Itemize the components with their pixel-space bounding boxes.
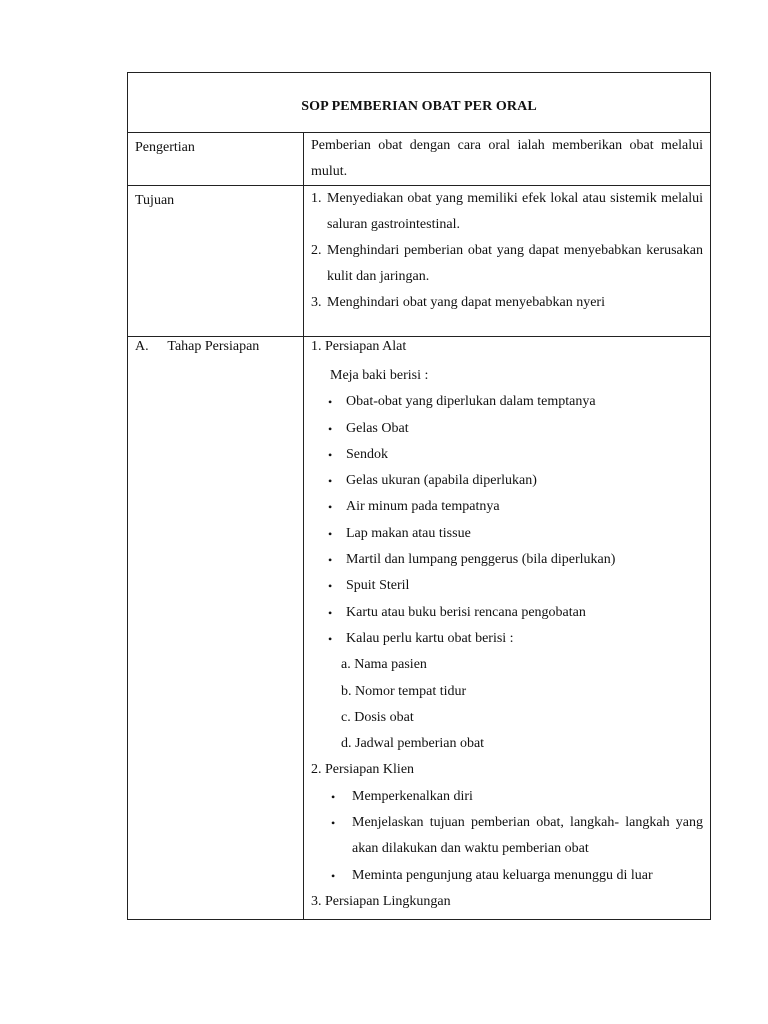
list-item: • Memperkenalkan diri [331,784,703,810]
bullet-dot-icon: • [328,553,333,568]
bullet-dot-icon: • [328,447,333,462]
pengertian-text: Pemberian obat dengan cara oral ialah memberikan obat melalui mulut. [311,138,703,179]
bullet-dot-icon: • [328,526,333,541]
persiapan-alat-heading: 1. Persiapan Alat [311,339,407,354]
kartu-obat-list [311,652,703,757]
tujuan-item [311,186,703,238]
tujuan-list [304,186,710,336]
persiapan-row [128,337,711,920]
list-item: • Air minum pada tempatnya [328,494,703,520]
list-item: • Martil dan lumpang penggerus (bila diperlukan) [328,547,703,573]
list-item: • Meminta pengunjung atau keluarga menunggu di luar [331,863,703,889]
persiapan-klien-heading: 2. Persiapan Klien [311,762,415,778]
list-item: • Menjelaskan tujuan pemberian obat, langkah- langkah yang akan dilakukan dan waktu pemberian obat [331,810,703,863]
document-title: SOP PEMBERIAN OBAT PER ORAL [301,98,537,114]
list-item: • Gelas ukuran (apabila diperlukan) [328,468,703,494]
bullet-dot-icon: • [328,605,333,620]
title-row [128,73,711,133]
tujuan-label: Tujuan [135,193,175,208]
persiapan-alat-subheading: Meja baki berisi : [330,368,429,383]
list-item: • Sendok [328,442,703,468]
list-item: b. Nomor tempat tidur [341,683,467,699]
list-item: • Kartu atau buku berisi rencana pengobatan [328,600,703,626]
list-item: c. Dosis obat [341,709,414,725]
bullet-dot-icon: • [331,816,336,831]
klien-bullet-list [311,784,703,889]
bullet-dot-icon: • [328,631,333,646]
list-item: • Lap makan atau tissue [328,521,703,547]
bullet-dot-icon: • [328,421,333,436]
bullet-dot-icon: • [331,789,336,804]
tujuan-item-number: 2. [311,243,322,258]
pengertian-row [128,133,711,186]
tujuan-row [128,186,711,337]
bullet-dot-icon: • [328,579,333,594]
bullet-dot-icon: • [331,868,336,883]
list-item: • Kalau perlu kartu obat berisi : [328,626,703,652]
persiapan-content-cell [304,337,711,920]
persiapan-label [128,337,303,357]
pengertian-label-cell [128,133,304,186]
alat-bullet-list [311,389,703,652]
tujuan-item-text: Menghindari pemberian obat yang dapat menyebabkan kerusakan kulit dan jaringan. [327,243,703,284]
pengertian-content-cell [304,133,711,186]
pengertian-label: Pengertian [135,140,195,155]
tujuan-item-number: 3. [311,295,322,310]
bullet-dot-icon: • [328,395,333,410]
tujuan-label-cell [128,186,304,337]
tujuan-content-cell [304,186,711,337]
tujuan-item-text: Menyediakan obat yang memiliki efek lokal atau sistemik melalui saluran gastrointestinal. [327,191,703,232]
persiapan-label-cell [128,337,304,920]
list-item: • Spuit Steril [328,573,703,599]
persiapan-label-text: Tahap Persiapan [167,339,260,354]
list-item: d. Jadwal pemberian obat [341,736,485,752]
sop-table [127,72,711,920]
tujuan-item-text: Menghindari obat yang dapat menyebabkan nyeri [327,295,605,310]
list-item: • Gelas Obat [328,416,703,442]
tujuan-item [311,290,703,316]
list-item: • Obat-obat yang diperlukan dalam temptanya [328,389,703,415]
title-cell [128,73,711,133]
persiapan-label-letter: A. [135,339,149,354]
tujuan-item [311,238,703,290]
bullet-dot-icon: • [328,474,333,489]
persiapan-content [304,337,710,919]
persiapan-lingkungan-heading: 3. Persiapan Lingkungan [311,893,451,909]
list-item: a. Nama pasien [341,657,427,673]
bullet-dot-icon: • [328,500,333,515]
tujuan-item-number: 1. [311,191,322,206]
